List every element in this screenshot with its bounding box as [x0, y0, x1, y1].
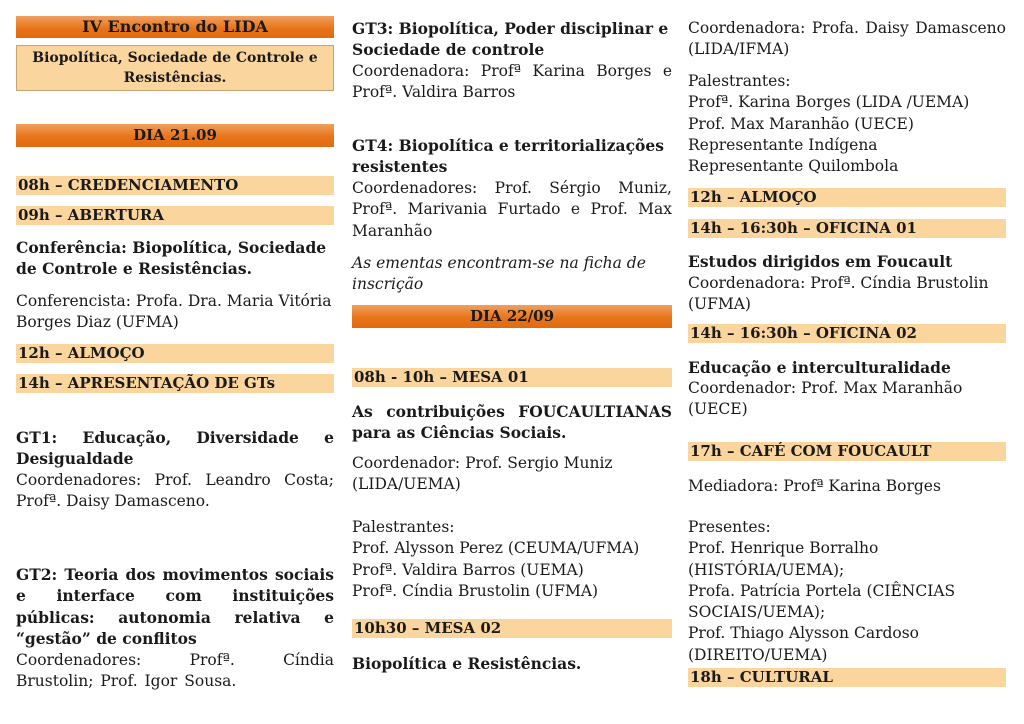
schedule-apresentacao: 14h – APRESENTAÇÃO DE GTs: [16, 374, 334, 393]
schedule-mesa02: 10h30 – MESA 02: [352, 619, 672, 638]
ementas-note: As ementas encontram-se na ficha de inscrição: [352, 254, 646, 294]
presentes-label: Presentes:: [688, 518, 771, 536]
cafe-presentes: [688, 517, 1006, 666]
oficina01-coordinator: Coordenadora: Profª. Cíndia Brustolin (UFMA): [688, 274, 989, 314]
schedule-almoco-day2: 12h – ALMOÇO: [688, 188, 1006, 207]
mesa01-palestrantes: [352, 517, 672, 602]
gt4-title: GT4: Biopolítica e territorializações resistentes: [352, 136, 664, 177]
column-day2-afternoon: [688, 0, 1006, 724]
event-title-banner: IV Encontro do LIDA: [16, 16, 334, 38]
palestrante-item: Profª. Valdira Barros (UEMA): [352, 560, 584, 579]
presente-item: Prof. Thiago Alysson Cardoso (DIREITO/UEMA): [688, 624, 920, 664]
mesa01-title: As contribuições FOUCAULTIANAS para as Ciências Sociais.: [352, 402, 672, 443]
presente-item: Profa. Patrícia Portela (CIÊNCIAS SOCIAIS/UEMA);: [688, 581, 956, 622]
day1-banner: DIA 21.09: [16, 124, 334, 147]
palestrantes-label: Palestrantes:: [352, 518, 455, 536]
schedule-mesa01: 08h - 10h – MESA 01: [352, 368, 672, 387]
gt2-title: GT2: Teoria dos movimentos sociais e interface com instituições públicas: autonomia relativa e “gestão” de conflitos: [16, 565, 334, 648]
column-day1: [16, 0, 334, 724]
palestrante-item: Prof. Alysson Perez (CEUMA/UFMA): [352, 539, 640, 558]
gt3-coordinators: Coordenadora: Profª Karina Borges e Profª. Valdira Barros: [352, 62, 672, 102]
schedule-oficina02: 14h – 16:30h – OFICINA 02: [688, 324, 1006, 343]
schedule-almoco: 12h – ALMOÇO: [16, 344, 334, 363]
conference-speaker: Conferencista: Profa. Dra. Maria Vitória Borges Diaz (UFMA): [16, 292, 332, 332]
schedule-cafe: 17h – CAFÉ COM FOUCAULT: [688, 442, 1006, 461]
mesa02-coordinator: Coordenadora: Profa. Daisy Damasceno (LIDA/IFMA): [688, 19, 1006, 59]
oficina02-coordinator: Coordenador: Prof. Max Maranhão (UECE): [688, 379, 963, 419]
event-theme-box: Biopolítica, Sociedade de Controle e Resistências.: [16, 45, 334, 91]
day2-banner: DIA 22/09: [352, 305, 672, 328]
gt3-title: GT3: Biopolítica, Poder disciplinar e Sociedade de controle: [352, 19, 669, 60]
schedule-cultural: 18h – CULTURAL: [688, 668, 1006, 687]
palestrante-item: Representante Quilombola: [688, 157, 899, 176]
gt4-coordinators: Coordenadores: Prof. Sérgio Muniz, Profª. Marivania Furtado e Prof. Max Maranhão: [352, 179, 672, 240]
palestrante-item: Representante Indígena: [688, 135, 878, 154]
column-gts-day2: [352, 0, 672, 724]
conference-title: Conferência: Biopolítica, Sociedade de Controle e Resistências.: [16, 238, 327, 279]
palestrante-item: Profª. Karina Borges (LIDA /UEMA): [688, 93, 970, 112]
gt1-coordinators: Coordenadores: Prof. Leandro Costa; Profª. Daisy Damasceno.: [16, 471, 334, 511]
presente-item: Prof. Henrique Borralho (HISTÓRIA/UEMA);: [688, 539, 879, 579]
mesa02-palestrantes: [688, 71, 1006, 177]
gt2-coordinators: Coordenadores: Profª. Cíndia Brustolin; Prof. Igor Sousa.: [16, 651, 334, 691]
palestrantes-label: Palestrantes:: [688, 72, 791, 90]
oficina01-title: Estudos dirigidos em Foucault: [688, 252, 953, 271]
mesa01-coordinator: Coordenador: Prof. Sergio Muniz (LIDA/UEMA): [352, 454, 613, 494]
schedule-abertura: 09h – ABERTURA: [16, 206, 334, 225]
schedule-oficina01: 14h – 16:30h – OFICINA 01: [688, 219, 1006, 238]
gt1-title: GT1: Educação, Diversidade e Desigualdade: [16, 428, 334, 469]
oficina02-title: Educação e interculturalidade: [688, 358, 951, 377]
mesa02-title: Biopolítica e Resistências.: [352, 654, 582, 673]
schedule-credenciamento: 08h – CREDENCIAMENTO: [16, 176, 334, 195]
cafe-mediadora: Mediadora: Profª Karina Borges: [688, 477, 941, 495]
palestrante-item: Profª. Cíndia Brustolin (UFMA): [352, 581, 599, 600]
palestrante-item: Prof. Max Maranhão (UECE): [688, 114, 914, 133]
